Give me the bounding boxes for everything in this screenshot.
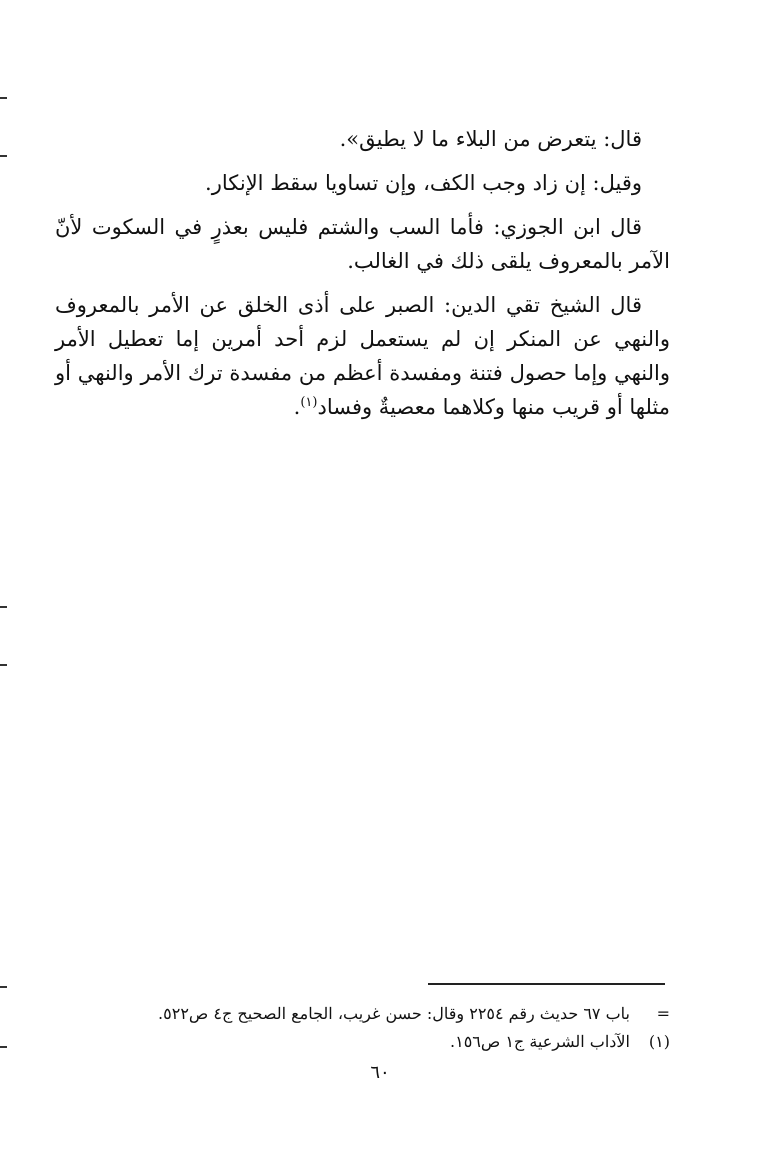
paragraph: وقيل: إن زاد وجب الكف، وإن تساويا سقط الإنكار. bbox=[205, 171, 642, 195]
footnote-mark: = bbox=[656, 1004, 670, 1023]
main-text bbox=[55, 122, 670, 434]
margin-mark bbox=[0, 97, 7, 99]
paragraph-text: قال الشيخ تقي الدين: الصبر على أذى الخلق عن الأمر بالمعروف والنهي عن المنكر إن لم يستعمل لزم أحد أمرين إما تعطيل الأمر والنهي وإما حصول فتنة ومفسدة أعظم من مفسدة ترك الأمر والنهي أو مثلها أو قريب منها وكلاهما معصيةٌ وفساد bbox=[55, 293, 670, 419]
margin-mark bbox=[0, 664, 7, 666]
paragraph-end: . bbox=[293, 395, 301, 419]
paragraph: قال ابن الجوزي: فأما السب والشتم فليس بعذرٍ في السكوت لأنّ الآمر بالمعروف يلقى ذلك في الغالب. bbox=[55, 215, 670, 273]
paragraph bbox=[55, 288, 670, 424]
page-number: ٦٠ bbox=[370, 1062, 390, 1083]
paragraph: قال: يتعرض من البلاء ما لا يطيق». bbox=[339, 127, 642, 151]
footnote-text: الآداب الشرعية ج١ ص١٥٦. bbox=[450, 1032, 630, 1051]
footnote-item bbox=[100, 1000, 670, 1028]
footnote-separator bbox=[428, 983, 665, 985]
footnote-text: باب ٦٧ حديث رقم ٢٢٥٤ وقال: حسن غريب، الجامع الصحيح ج٤ ص٥٢٢. bbox=[158, 1004, 630, 1023]
footnotes bbox=[100, 1000, 670, 1056]
margin-mark bbox=[0, 1046, 7, 1048]
footnote-item bbox=[100, 1028, 670, 1056]
margin-mark bbox=[0, 606, 7, 608]
margin-mark bbox=[0, 986, 7, 988]
footnote-reference[interactable]: (١) bbox=[300, 395, 318, 410]
margin-mark bbox=[0, 155, 7, 157]
footnote-mark: (١) bbox=[648, 1032, 670, 1051]
